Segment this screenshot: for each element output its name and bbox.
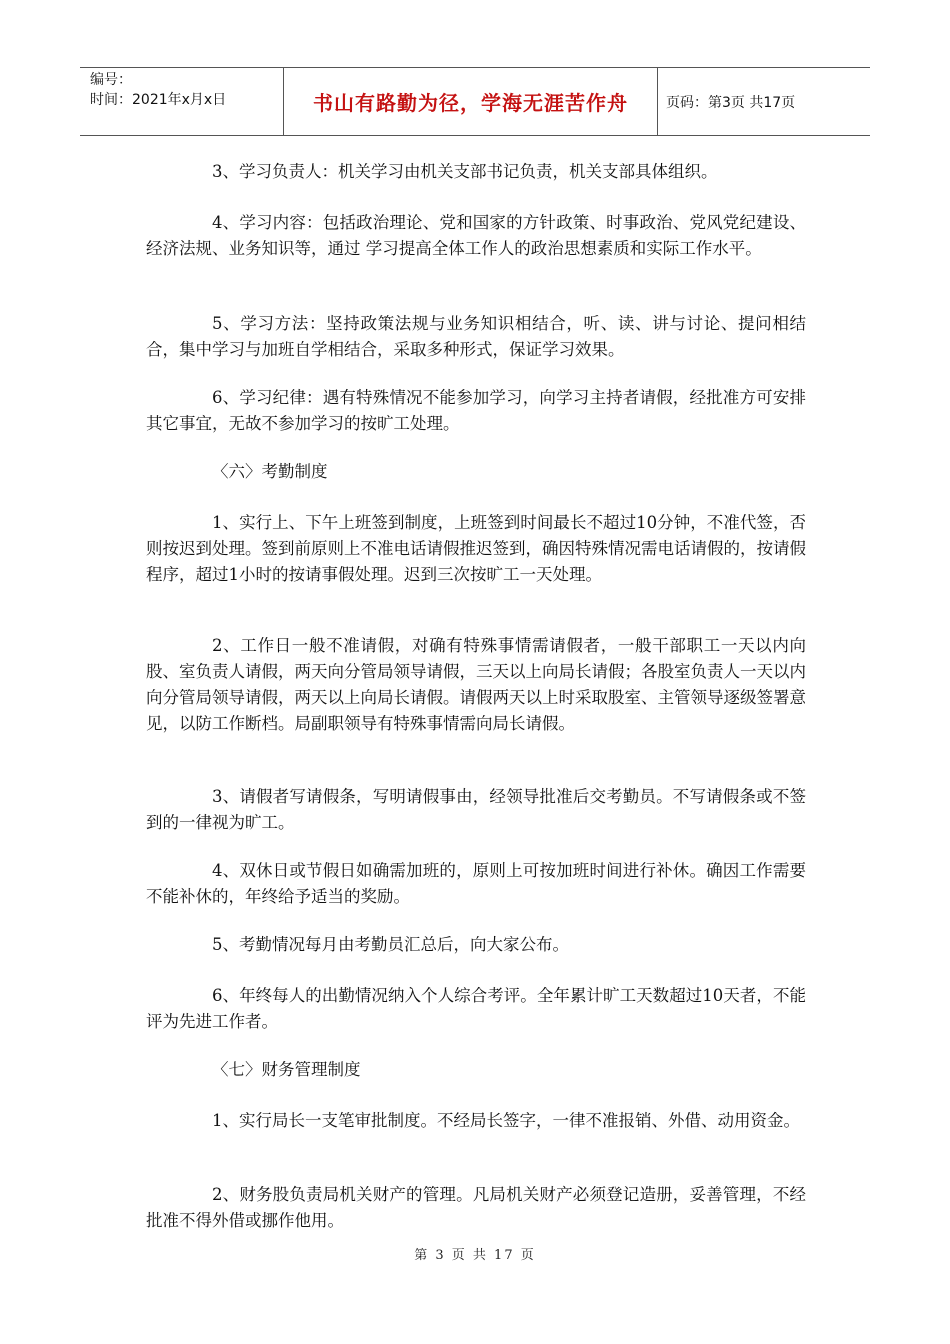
header-page-label: 页码：第3页 共17页: [666, 94, 796, 111]
paragraph: 1、实行上、下午上班签到制度，上班签到时间最长不超过10分钟，不准代签，否则按迟到处理。签到前原则上不准电话请假推迟签到，确因特殊情况需电话请假的，按请假程序，超过1小时的按请事假处理。迟到三次按旷工一天处理。: [146, 513, 806, 584]
document-date-label: 时间：2021年x月x日: [90, 92, 227, 108]
header-motto: 书山有路勤为径，学海无涯苦作舟: [283, 68, 658, 135]
section-heading: 〈七〉财务管理制度: [212, 1060, 361, 1079]
page-header: [80, 67, 870, 136]
header-meta: [80, 68, 283, 135]
paragraph: 5、学习方法：坚持政策法规与业务知识相结合，听、读、讲与讨论、提问相结合，集中学习与加班自学相结合，采取多种形式，保证学习效果。: [146, 314, 806, 359]
paragraph: 3、学习负责人：机关学习由机关支部书记负责，机关支部具体组织。: [212, 162, 718, 181]
page-footer: 第 3 页 共 17 页: [414, 1248, 536, 1263]
paragraph: 3、请假者写请假条，写明请假事由，经领导批准后交考勤员。不写请假条或不签到的一律视为旷工。: [146, 787, 806, 832]
paragraph: 1、实行局长一支笔审批制度。不经局长签字，一律不准报销、外借、动用资金。: [212, 1111, 800, 1130]
paragraph: 4、双休日或节假日如确需加班的，原则上可按加班时间进行补休。确因工作需要不能补休的，年终给予适当的奖励。: [146, 861, 806, 906]
paragraph: 4、学习内容：包括政治理论、党和国家的方针政策、时事政治、党风党纪建设、经济法规、业务知识等，通过 学习提高全体工作人的政治思想素质和实际工作水平。: [146, 213, 806, 258]
paragraph: 5、考勤情况每月由考勤员汇总后，向大家公布。: [212, 935, 569, 954]
paragraph: 2、财务股负责局机关财产的管理。凡局机关财产必须登记造册，妥善管理，不经批准不得外借或挪作他用。: [146, 1185, 806, 1230]
document-number-label: 编号：: [90, 72, 132, 88]
paragraph: 6、年终每人的出勤情况纳入个人综合考评。全年累计旷工天数超过10天者，不能评为先进工作者。: [146, 986, 806, 1031]
paragraph: 2、工作日一般不准请假，对确有特殊事情需请假者，一般干部职工一天以内向股、室负责人请假，两天向分管局领导请假，三天以上向局长请假；各股室负责人一天以内向分管局领导请假，两天以上向局长请假。请假两天以上时采取股室、主管领导逐级签署意见，以防工作断档。局副职领导有特殊事情需向局长请假。: [146, 636, 806, 733]
paragraph: 6、学习纪律：遇有特殊情况不能参加学习，向学习主持者请假，经批准方可安排其它事宜，无故不参加学习的按旷工处理。: [146, 388, 806, 433]
section-heading: 〈六〉考勤制度: [212, 462, 328, 481]
